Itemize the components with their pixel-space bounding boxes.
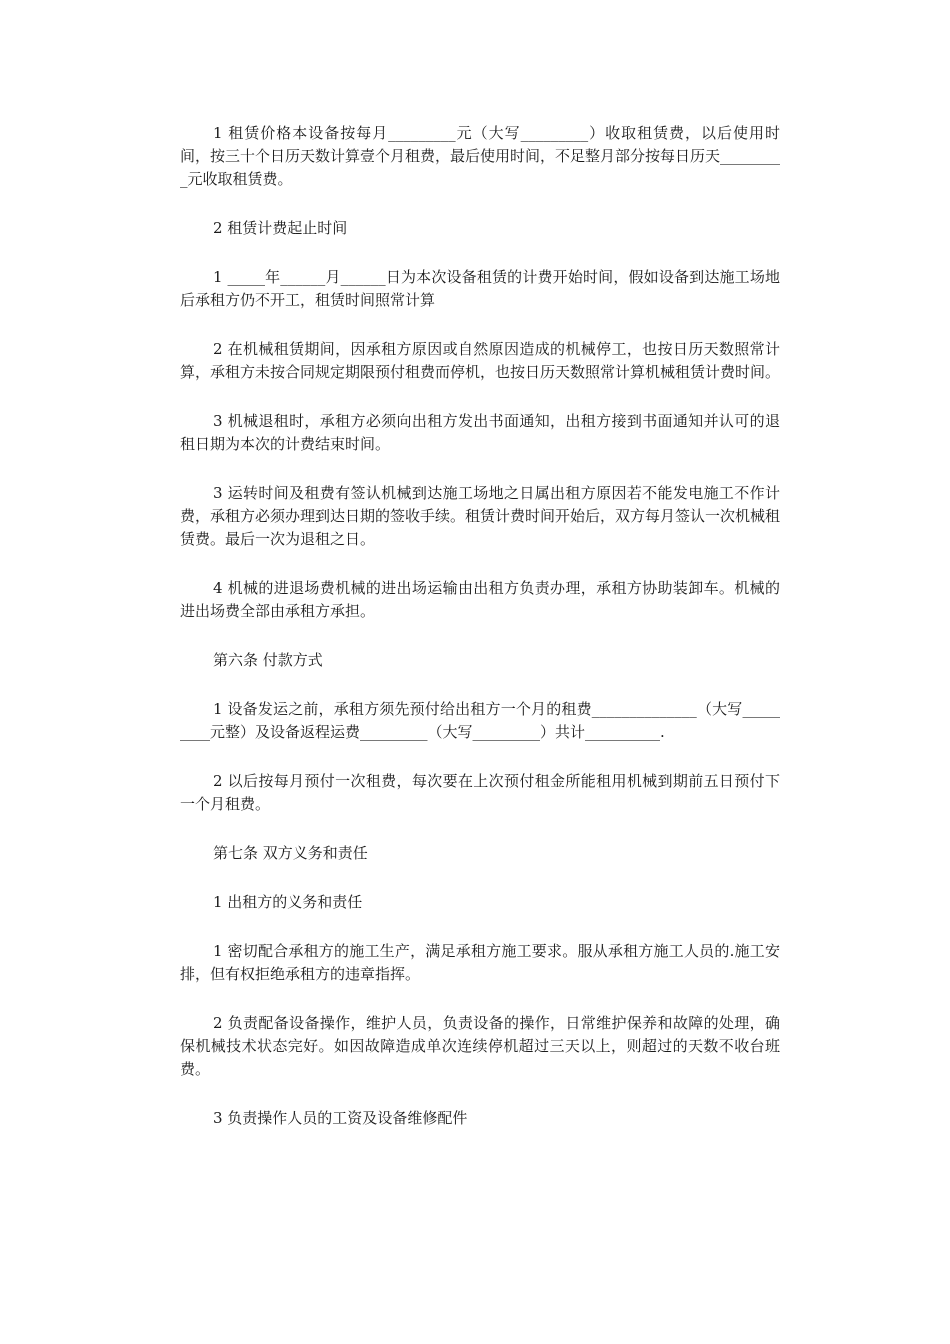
paragraph-billing-start: 1 _____年______月______日为本次设备租赁的计费开始时间，假如设备到达施工场地后承租方仍不开工，租赁时间照常计算 <box>180 268 780 309</box>
paragraph-billing-period-heading: 2 租赁计费起止时间 <box>213 219 348 237</box>
paragraph-lessor-obligations-heading: 1 出租方的义务和责任 <box>213 893 363 911</box>
section-heading-obligations: 第七条 双方义务和责任 <box>213 844 368 862</box>
paragraph-rental-price: 1 租赁价格本设备按每月_________元（大写_________）收取租赁费，以后使用时间，按三十个日历天数计算壹个月租费，最后使用时间，不足整月部分按每日历天_________元收取租赁费。 <box>180 124 781 188</box>
paragraph-wages-parts: 3 负责操作人员的工资及设备维修配件 <box>213 1109 468 1127</box>
paragraph-transport-fee: 4 机械的进退场费机械的进出场运输由出租方负责办理，承租方协助装卸车。机械的进出场费全部由承租方承担。 <box>180 579 780 620</box>
paragraph-operators-maintenance: 2 负责配备设备操作，维护人员，负责设备的操作，日常维护保养和故障的处理，确保机械技术状态完好。如因故障造成单次连续停机超过三天以上，则超过的天数不收台班费。 <box>180 1014 780 1078</box>
paragraph-monthly-payment: 2 以后按每月预付一次租费，每次要在上次预付租金所能租用机械到期前五日预付下一个月租费。 <box>180 772 780 813</box>
section-heading-payment: 第六条 付款方式 <box>213 651 323 669</box>
paragraph-operation-time: 3 运转时间及租费有签认机械到达施工场地之日属出租方原因若不能发电施工不作计费，承租方必须办理到达日期的签收手续。租赁计费时间开始后，双方每月签认一次机械租赁费。最后一次为退租之日。 <box>180 484 781 548</box>
paragraph-machine-downtime: 2 在机械租赁期间，因承租方原因或自然原因造成的机械停工，也按日历天数照常计算，承租方未按合同规定期限预付租费而停机，也按日历天数照常计算机械租赁计费时间。 <box>180 340 781 381</box>
paragraph-return-notice: 3 机械退租时，承租方必须向出租方发出书面通知，出租方接到书面通知并认可的退租日期为本次的计费结束时间。 <box>180 412 780 453</box>
paragraph-cooperation: 1 密切配合承租方的施工生产，满足承租方施工要求。服从承租方施工人员的.施工安排，但有权拒绝承租方的违章指挥。 <box>180 942 780 983</box>
paragraph-prepayment: 1 设备发运之前，承租方须先预付给出租方一个月的租费______________（大写_________元整）及设备返程运费_________（大写_________）共计__________. <box>180 700 780 741</box>
document-body <box>180 122 780 1156</box>
